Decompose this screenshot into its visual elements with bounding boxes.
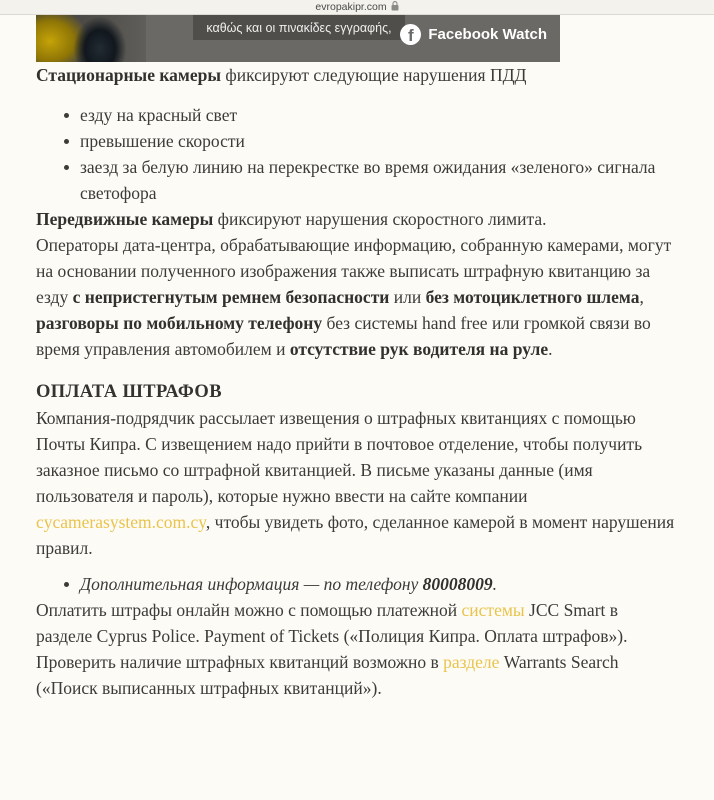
additional-info-list bbox=[36, 571, 678, 597]
text-span: с непристегнутым ремнем безопасности bbox=[72, 287, 390, 307]
text-span: , чтобы увидеть фото, сделанное камерой в момент нарушения правил. bbox=[36, 512, 675, 558]
section-heading-payment: ОПЛАТА ШТРАФОВ bbox=[36, 382, 222, 402]
text-span: Компания-подрядчик рассылает извещения о штрафных квитанциях с помощью Почты Кипра. С извещением надо прийти в почтовое отделение, чтобы получить заказное письмо со штрафной квитанцией. В письме указаны данные (имя пользователя и пароль), которые нужно ввести на сайте компании bbox=[36, 408, 643, 506]
list-item bbox=[64, 102, 678, 128]
text-span: без мотоциклетного шлема bbox=[425, 287, 640, 307]
paragraph-data-center-operators bbox=[36, 232, 678, 362]
text-span: Передвижные камеры bbox=[36, 209, 214, 229]
link-warrants-section[interactable]: разделе bbox=[443, 652, 500, 672]
link-jcc-system[interactable]: системы bbox=[461, 600, 525, 620]
list-item bbox=[64, 128, 678, 154]
text-span: JCC Smart в разделе Cyprus Police. Payment of Tickets («Полиция Кипра. Оплата штрафов»). Проверить наличие штрафных квитанций возможно в bbox=[36, 600, 628, 672]
text-span: Стационарные камеры bbox=[36, 65, 221, 85]
list-item bbox=[64, 154, 678, 206]
paragraph-stationary-cameras bbox=[36, 62, 678, 88]
facebook-watch-badge[interactable] bbox=[400, 24, 547, 45]
video-thumbnail bbox=[36, 15, 146, 62]
text-span: заезд за белую линию на перекрестке во время ожидания «зеленого» сигнала светофора bbox=[80, 157, 656, 203]
text-span: фиксируют нарушения скоростного лимита. bbox=[213, 209, 547, 229]
paragraph-pay-online bbox=[36, 597, 678, 701]
video-row bbox=[0, 15, 714, 62]
text-span: . bbox=[492, 574, 498, 594]
browser-url-bar[interactable] bbox=[0, 0, 714, 15]
text-span: Warrants Search («Поиск выписанных штрафных квитанций»). bbox=[36, 652, 619, 698]
text-span: отсутствие рук водителя на руле bbox=[289, 339, 549, 359]
video-subtitle-caption: καθώς και οι πινακίδες εγγραφής, bbox=[193, 15, 405, 40]
violations-list bbox=[36, 102, 678, 206]
facebook-watch-label: Facebook Watch bbox=[428, 26, 547, 43]
text-span: разговоры по мобильному телефону bbox=[36, 313, 323, 333]
facebook-video-embed[interactable] bbox=[36, 15, 560, 62]
text-span: , bbox=[639, 287, 644, 307]
text-span: Оплатить штрафы онлайн можно с помощью платежной bbox=[36, 600, 462, 620]
facebook-logo-icon: f bbox=[400, 24, 421, 45]
link-cycamerasystem[interactable]: cycamerasystem.com.cy bbox=[36, 512, 206, 532]
text-span: Дополнительная информация — по телефону bbox=[80, 574, 423, 594]
lock-icon bbox=[391, 1, 399, 14]
paragraph-mobile-cameras bbox=[36, 206, 678, 232]
text-span: фиксируют следующие нарушения ПДД bbox=[221, 65, 527, 85]
text-span: Операторы дата-центра, обрабатывающие информацию, собранную камерами, могут на основании полученного изображения также выписать штрафную квитанцию за езду bbox=[36, 235, 672, 307]
text-span: езду на красный свет bbox=[80, 105, 238, 125]
text-span: . bbox=[548, 339, 553, 359]
paragraph-contractor-notices bbox=[36, 405, 678, 561]
list-item bbox=[64, 571, 678, 597]
article-body bbox=[0, 62, 714, 701]
url-text: evropakipr.com bbox=[315, 1, 387, 13]
text-span: без системы hand free или громкой связи во время управления автомобилем и bbox=[36, 313, 651, 359]
text-span: или bbox=[389, 287, 426, 307]
text-span: превышение скорости bbox=[80, 131, 245, 151]
text-span: 80008009 bbox=[422, 574, 493, 594]
